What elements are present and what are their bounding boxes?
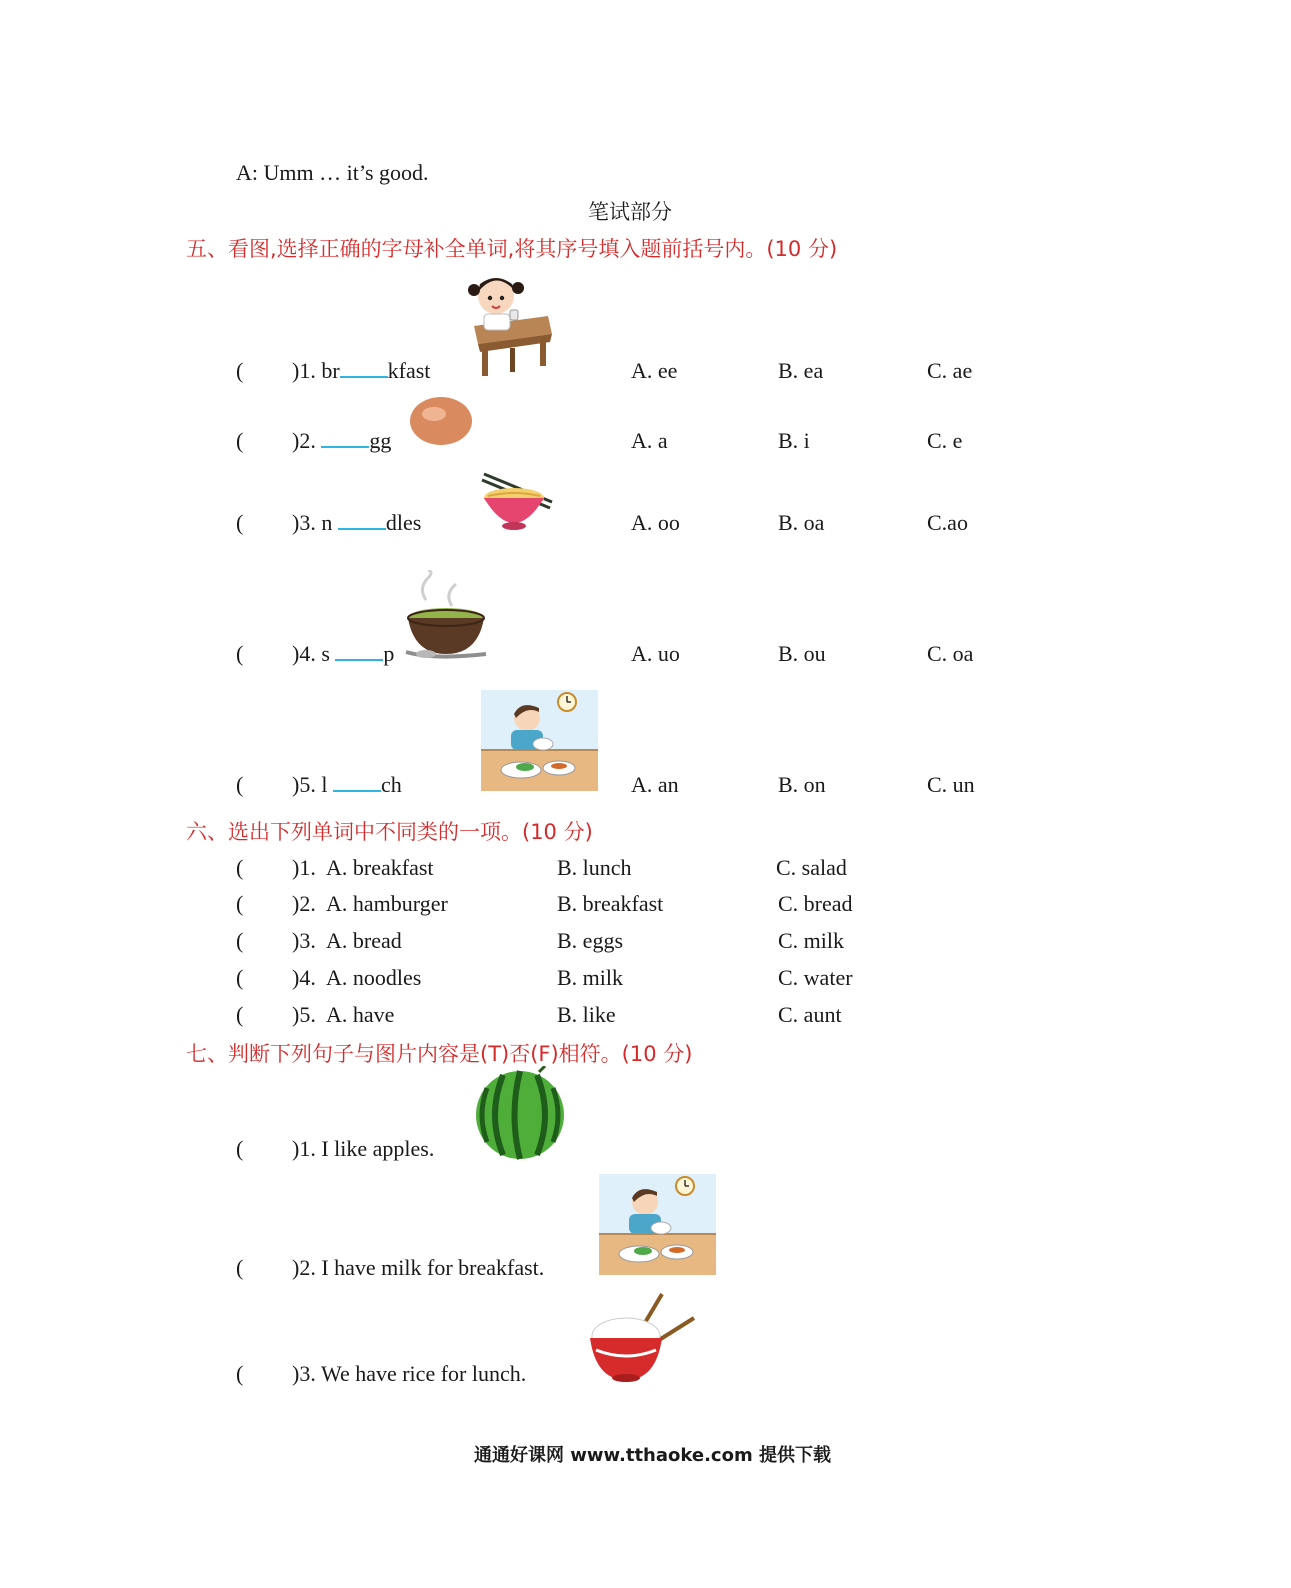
word-suffix: ch xyxy=(380,772,402,797)
sentence: I like apples. xyxy=(321,1136,435,1161)
word-suffix: p xyxy=(383,641,395,666)
paren: ( xyxy=(236,1361,244,1386)
rice-bowl-icon xyxy=(586,1292,698,1384)
paren: ( xyxy=(236,928,244,953)
watermelon-icon xyxy=(473,1066,567,1160)
dialog-line: A: Umm … it’s good. xyxy=(236,160,429,185)
answer-blank[interactable] xyxy=(338,510,386,530)
paren: ( xyxy=(236,772,244,797)
option-b: B. oa xyxy=(778,510,825,535)
option-b: B. ou xyxy=(778,641,826,666)
section-title: 笔试部分 xyxy=(588,200,672,224)
option-b: B. milk xyxy=(557,965,624,990)
option-a: A. a xyxy=(631,428,668,453)
answer-blank[interactable] xyxy=(335,641,383,661)
item-number: )2. xyxy=(292,428,316,453)
option-c: C. aunt xyxy=(778,1002,842,1027)
question-line xyxy=(292,358,430,384)
egg-icon xyxy=(408,394,474,448)
option-c: C.ao xyxy=(927,510,968,535)
word-suffix: dles xyxy=(385,510,422,535)
item-number: )4. xyxy=(292,641,316,666)
boy-lunch-icon xyxy=(599,1174,716,1275)
option-b: B. breakfast xyxy=(557,891,664,916)
question-line xyxy=(292,1361,526,1387)
option-c: C. un xyxy=(927,772,975,797)
paren: ( xyxy=(236,1255,244,1280)
word-suffix: gg xyxy=(369,428,392,453)
paren: ( xyxy=(236,358,244,383)
section5-heading: 五、看图,选择正确的字母补全单词,将其序号填入题前括号内。(10 分) xyxy=(186,237,838,261)
paren: ( xyxy=(236,641,244,666)
option-c: C. bread xyxy=(778,891,853,916)
section6-heading: 六、选出下列单词中不同类的一项。(10 分) xyxy=(186,820,593,844)
footer-credit: 通通好课网 www.tthaoke.com 提供下载 xyxy=(474,1445,831,1466)
item-number: )5. xyxy=(292,772,316,797)
question-line xyxy=(292,428,391,454)
option-c: C. e xyxy=(927,428,963,453)
paren: ( xyxy=(236,891,244,916)
answer-blank[interactable] xyxy=(340,358,388,378)
option-c: C. milk xyxy=(778,928,845,953)
option-b: B. lunch xyxy=(557,855,632,880)
option-c: C. oa xyxy=(927,641,974,666)
item-number: )3. xyxy=(292,510,316,535)
item-number: )1. xyxy=(292,1136,316,1161)
word-prefix: br xyxy=(321,358,340,383)
sentence: I have milk for breakfast. xyxy=(321,1255,545,1280)
option-a: A. an xyxy=(631,772,679,797)
option-b: B. like xyxy=(557,1002,616,1027)
question-line xyxy=(292,510,421,536)
answer-blank[interactable] xyxy=(321,428,369,448)
option-a: A. bread xyxy=(326,928,402,953)
option-a: A. have xyxy=(326,1002,395,1027)
girl-at-desk-icon xyxy=(452,268,556,380)
option-a: A. uo xyxy=(631,641,680,666)
sentence: We have rice for lunch. xyxy=(320,1361,527,1386)
item-number: )1. xyxy=(292,855,316,880)
option-a: A. ee xyxy=(631,358,678,383)
option-c: C. water xyxy=(778,965,853,990)
item-number: )3. xyxy=(292,928,316,953)
paren: ( xyxy=(236,855,244,880)
item-number: )5. xyxy=(292,1002,316,1027)
option-a: A. oo xyxy=(631,510,680,535)
soup-bowl-icon xyxy=(404,570,488,662)
option-a: A. noodles xyxy=(326,965,422,990)
noodle-bowl-icon xyxy=(478,468,558,532)
question-line xyxy=(292,1136,434,1162)
word-prefix: s xyxy=(321,641,330,666)
paren: ( xyxy=(236,1002,244,1027)
question-line xyxy=(292,641,394,667)
item-number: )4. xyxy=(292,965,316,990)
option-c: C. ae xyxy=(927,358,973,383)
option-a: A. breakfast xyxy=(326,855,434,880)
option-b: B. eggs xyxy=(557,928,623,953)
paren: ( xyxy=(236,1136,244,1161)
question-line xyxy=(292,772,402,798)
option-b: B. on xyxy=(778,772,826,797)
option-a: A. hamburger xyxy=(326,891,448,916)
question-line xyxy=(292,1255,544,1281)
word-prefix: n xyxy=(321,510,333,535)
item-number: )3. xyxy=(292,1361,316,1386)
option-b: B. ea xyxy=(778,358,824,383)
item-number: )2. xyxy=(292,891,316,916)
option-b: B. i xyxy=(778,428,810,453)
answer-blank[interactable] xyxy=(333,772,381,792)
paren: ( xyxy=(236,510,244,535)
section7-heading: 七、判断下列句子与图片内容是(T)否(F)相符。(10 分) xyxy=(186,1042,693,1066)
option-c: C. salad xyxy=(776,855,847,880)
word-suffix: kfast xyxy=(387,358,431,383)
paren: ( xyxy=(236,428,244,453)
item-number: )2. xyxy=(292,1255,316,1280)
item-number: )1. xyxy=(292,358,316,383)
paren: ( xyxy=(236,965,244,990)
word-prefix: l xyxy=(321,772,328,797)
boy-lunch-icon xyxy=(481,690,598,791)
